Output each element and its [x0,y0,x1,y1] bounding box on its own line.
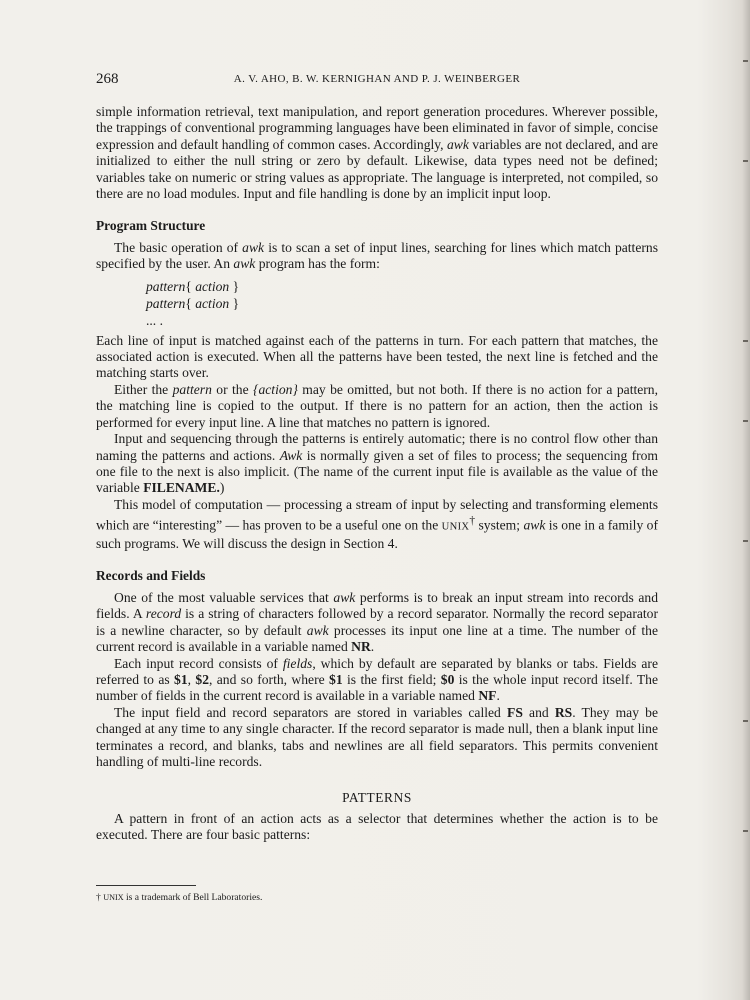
records-paragraph-2: Each input record consists of fields, which by default are separated by blanks or tabs. Fields are referred to as $1, $2, and so forth, where $1 is the first field; $0 is the whole input record itself. The number of fields in the current record is available in a variable named NF. [96,655,659,704]
program-structure-paragraph-4: Input and sequencing through the patterns is entirely automatic; there is no control flow other than naming the patterns and actions. Awk is normally given a set of files to process; the sequencing from one file to the next is also implicit. (The name of the current input file is available as the value of the variable FILENAME.) [96,431,659,496]
footnote-area [96,885,396,903]
page-edge-mark [743,830,748,832]
code-line-1: pattern{ action } [146,278,240,294]
program-structure-paragraph-3: Either the pattern or the {action} may be omitted, but not both. If there is no action for a pattern, the matching line is copied to the output. If there is no pattern for an action, then the action is performed for every input line. A line that matches no pattern is ignored. [96,381,659,430]
program-structure-paragraph-1: The basic operation of awk is to scan a set of input lines, searching for lines which match patterns specified by the user. An awk program has the form: [96,239,658,272]
footnote: † UNIX is a trademark of Bell Laboratories. [96,892,263,903]
page-edge-mark [743,340,748,342]
running-head: A. V. AHO, B. W. KERNIGHAN AND P. J. WEINBERGER [233,73,521,85]
page-edge-mark [743,160,748,162]
section-heading-patterns: PATTERNS [342,790,412,806]
patterns-paragraph: A pattern in front of an action acts as a selector that determines whether the action is to be executed. There are four basic patterns: [96,810,658,843]
page-edge-shadow [742,0,750,1000]
program-form-example [146,278,658,329]
page-edge-mark [743,720,748,722]
program-structure-paragraph-5: This model of computation — processing a stream of input by selecting and transforming elements which are “interesting” — has proven to be a useful one on the UNIX† system; awk is one in a family of such programs. We will discuss the design in Section 4. [96,496,658,552]
code-line-2: pattern{ action } [146,295,240,311]
records-paragraph-3: The input field and record separators are stored in variables called FS and RS. They may be changed at any time to any single character. If the record separator is made null, then a blank input line terminates a record, and blanks, tabs and newlines are all field separators. This permits convenient handling of multi-line records. [96,704,658,769]
footnote-rule [96,885,196,886]
page-edge-mark [743,420,748,422]
intro-paragraph: simple information retrieval, text manipulation, and report generation procedures. Wherever possible, the trappings of conventional programming languages have been eliminated in favor of simple, concise expression and default handling of common cases. Accordingly, awk variables are not declared, and are initialized to either the null string or zero by default. Likewise, data types need not be defined; variables take on numeric or string values as appropriate. The language is interpreted, not compiled, so there are no load modules. Input and file handling is done by an implicit input loop. [96,104,658,202]
page-edge-mark [743,540,748,542]
body-text [96,104,658,844]
section-heading-program-structure: Program Structure [96,218,206,234]
program-structure-paragraph-2: Each line of input is matched against each of the patterns in turn. For each pattern that matches, the associated action is executed. When all the patterns have been tested, the next line is fetched and the matching starts over. [96,332,658,381]
records-paragraph-1: One of the most valuable services that awk performs is to break an input stream into records and fields. A record is a string of characters followed by a record separator. Normally the record separator is a newline character, so by default awk processes its input one line at a time. The number of the current record is available in a variable named NR. [96,589,659,655]
code-ellipsis: ... . [146,312,163,328]
section-heading-records-and-fields: Records and Fields [96,568,206,584]
page-header [96,71,658,91]
page-edge-mark [743,60,748,62]
page-number: 268 [96,71,119,87]
